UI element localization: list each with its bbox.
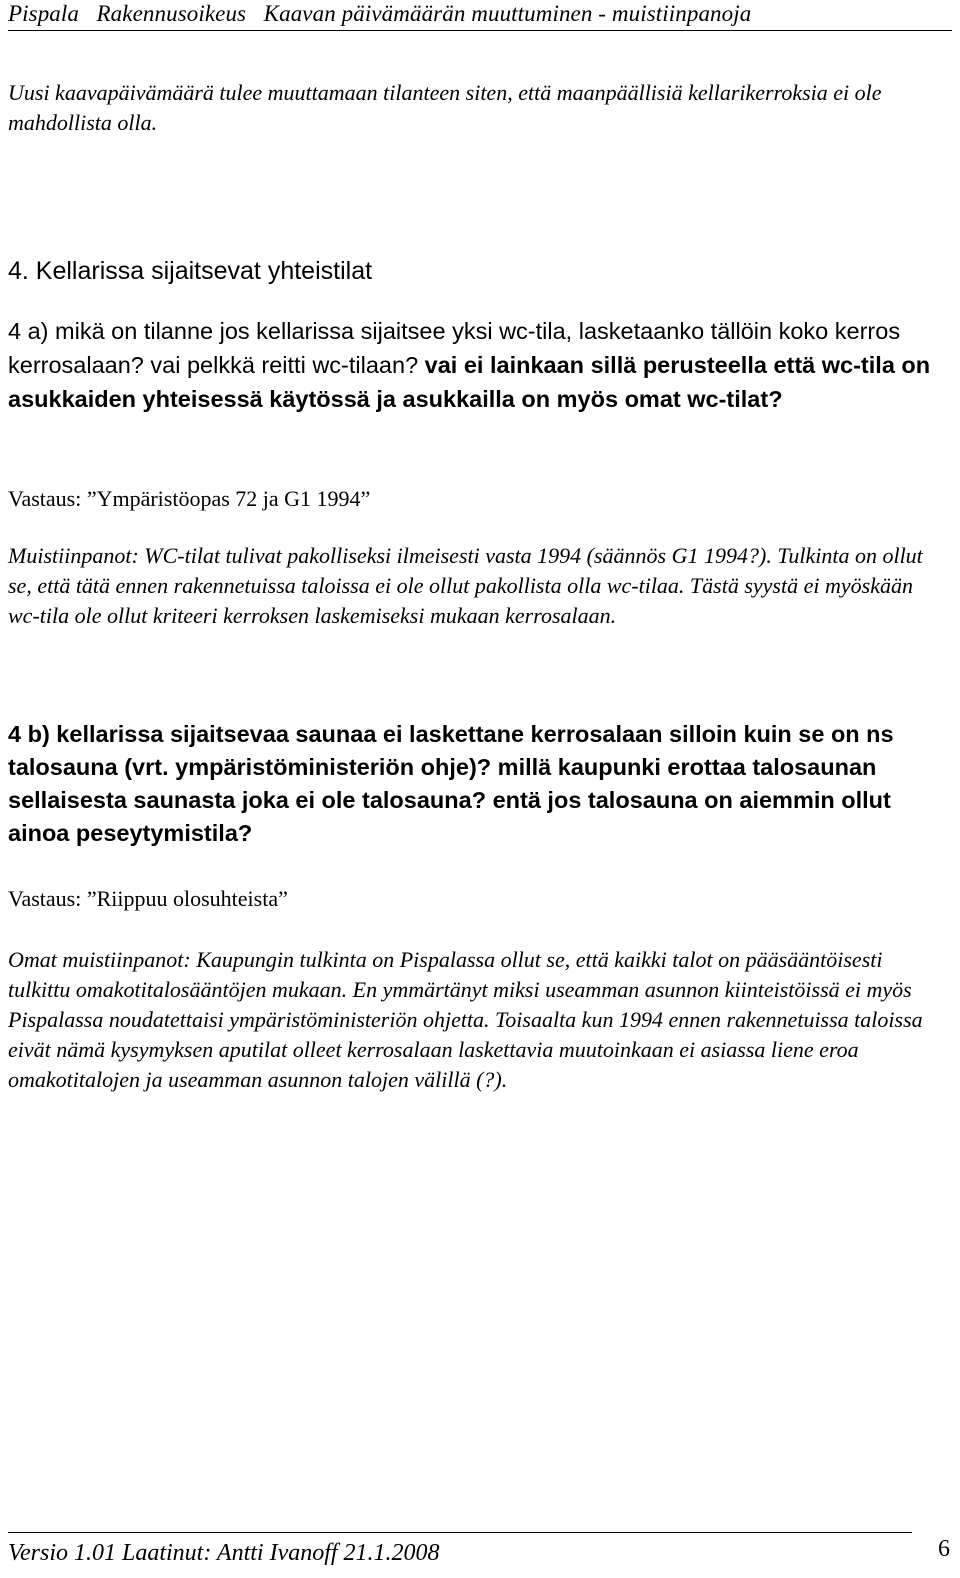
question-4a [8, 314, 956, 416]
page-number: 6 [938, 1536, 950, 1562]
page-header [8, 0, 952, 31]
intro-paragraph: Uusi kaavapäivämäärä tulee muuttamaan tilanteen siten, että maanpäällisiä kellarikerroksia ei ole mahdollista olla. [8, 80, 882, 135]
notes-4b: Omat muistiinpanot: Kaupungin tulkinta on Pispalassa ollut se, että kaikki talot on pääsääntöisesti tulkittu omakotitalosääntöjen mukaan. En ymmärtänyt miksi useamman asunnon kiinteistöissä ei myös Pispalassa noudatettaisi ympäristöministeriön ohjetta. Toisaalta kun 1994 ennen rakennetuissa taloissa eivät nämä kysymyksen aputilat olleet kerrosalaan laskettavia muutoinkaan ei asiassa liene eroa omakotitalojen ja useamman asunnon talojen välillä (?). [8, 947, 923, 1092]
page-footer: Versio 1.01 Laatinut: Antti Ivanoff 21.1.2008 [8, 1540, 440, 1566]
question-4b: 4 b) kellarissa sijaitsevaa saunaa ei laskettane kerrosalaan silloin kuin se on ns talosauna (vrt. ympäristöministeriön ohje)? millä kaupunki erottaa talosaunan sellaisesta saunasta joka ei ole talosauna? entä jos talosauna on aiemmin ollut ainoa peseytymistila? [8, 721, 894, 846]
footer-divider [8, 1532, 912, 1533]
answer-4b: Vastaus: ”Riippuu olosuhteista” [8, 886, 288, 911]
answer-4a: Vastaus: ”Ympäristöopas 72 ja G1 1994” [8, 486, 371, 511]
section-heading: 4. Kellarissa sijaitsevat yhteistilat [8, 257, 373, 285]
question-4a-bold: vai ei lainkaan sillä perusteella että wc-tila on asukkaiden yhteisessä käytössä ja asukkailla on myös omat wc-tilat? [8, 352, 931, 412]
notes-4a: Muistiinpanot: WC-tilat tulivat pakolliseksi ilmeisesti vasta 1994 (säännös G1 1994?). Tulkinta on ollut se, että tätä ennen rakennetuissa taloissa ei ole ollut pakollista olla wc-tilaa. Tästä syystä ei myöskään wc-tila ole ollut kriteeri kerroksen laskemiseksi mukaan kerrosalaan. [8, 543, 923, 628]
question-4a-plain: 4 a) mikä on tilanne jos kellarissa sijaitsee yksi wc-tila, lasketaanko tällöin koko kerros kerrosalaan? vai pelkkä reitti wc-tilaan? [8, 318, 901, 378]
header-title: Pispala Rakennusoikeus Kaavan päivämäärän muuttuminen - muistiinpanoja [8, 1, 752, 26]
